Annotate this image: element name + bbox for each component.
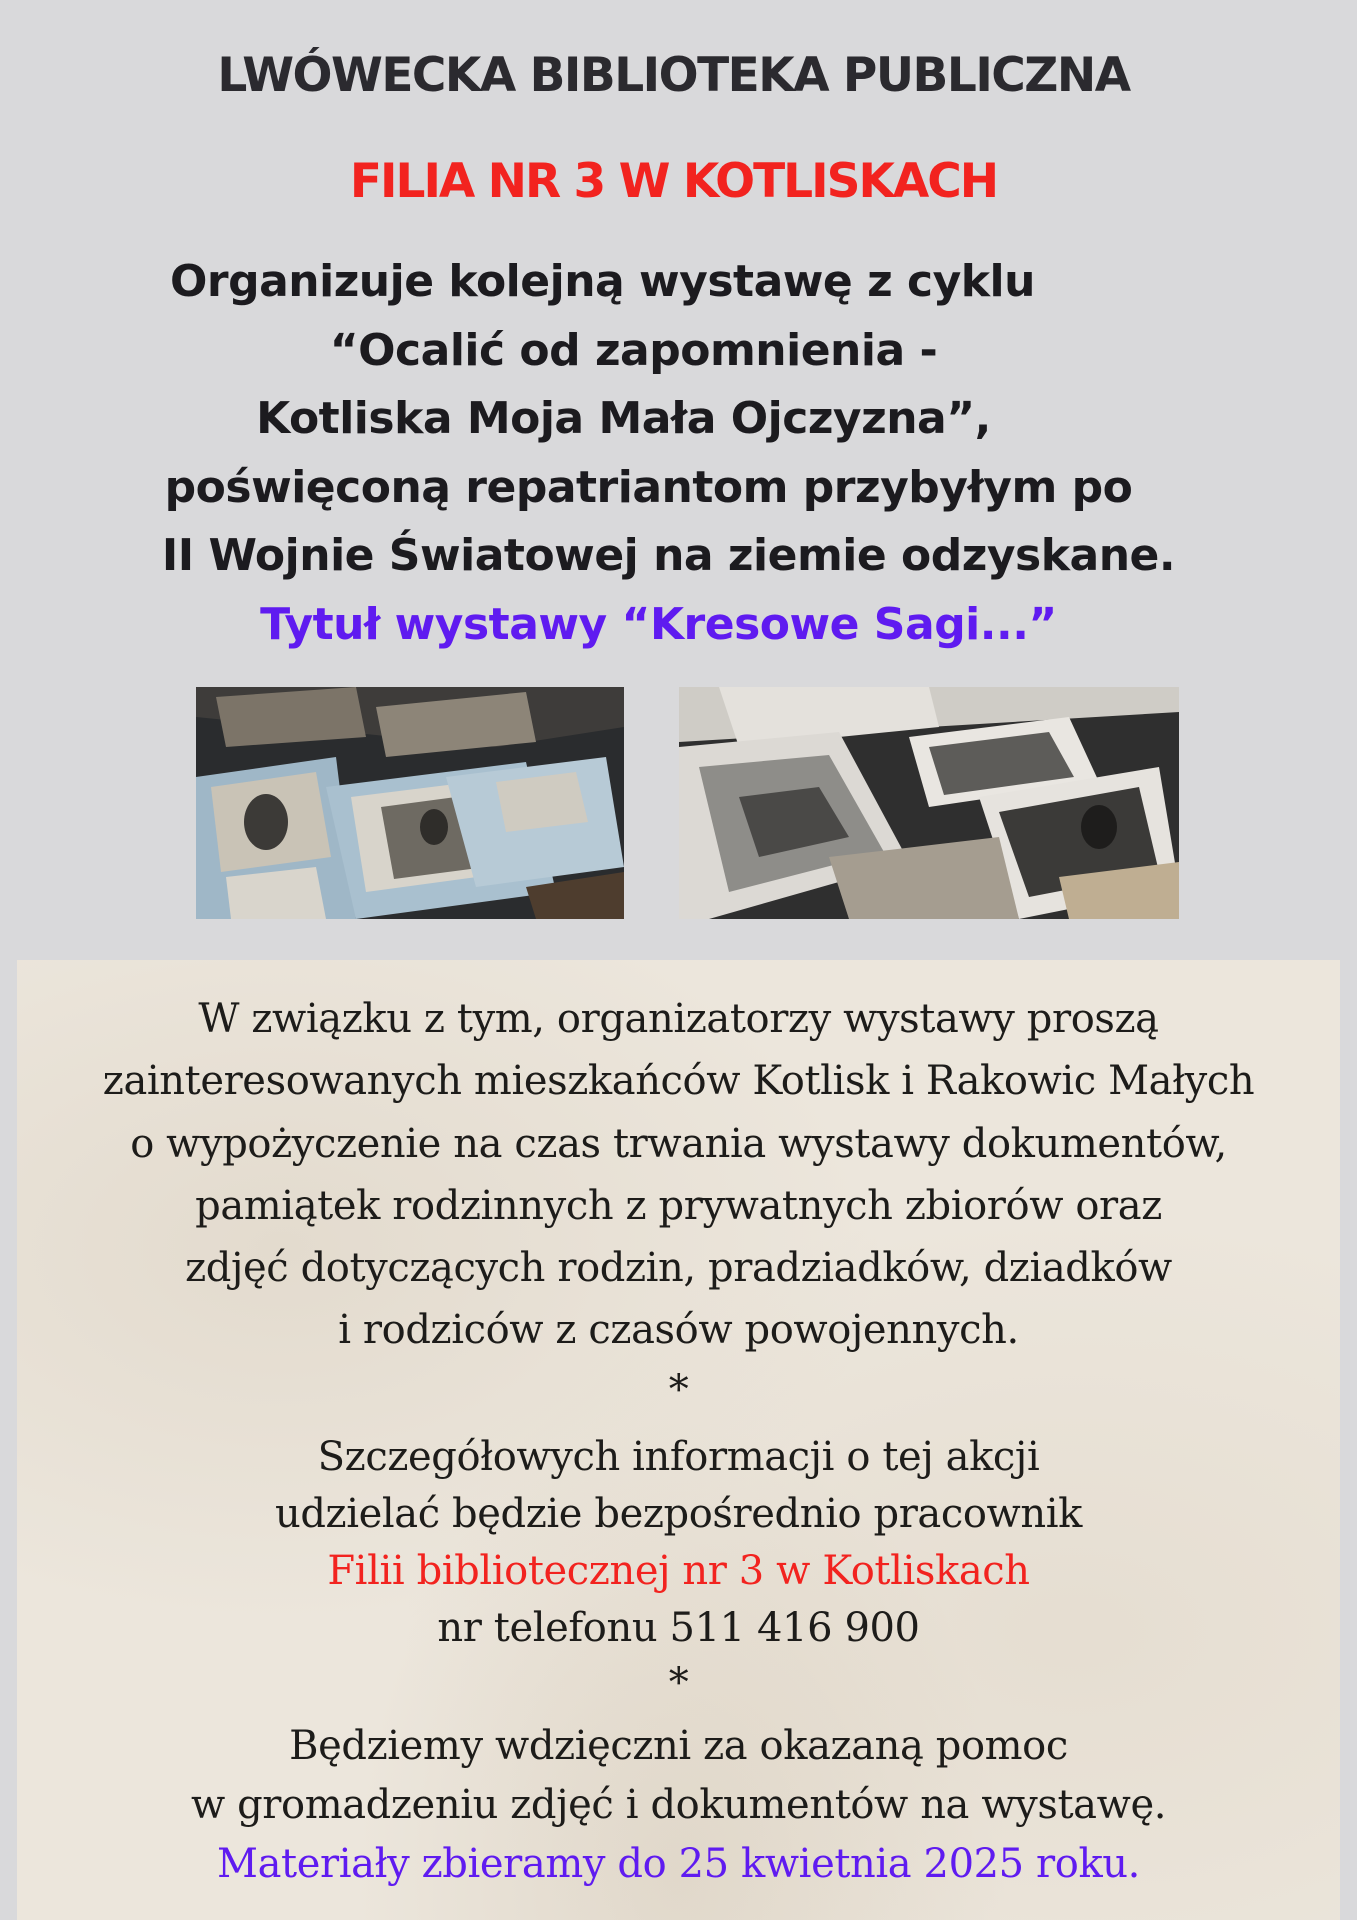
- information-panel: [17, 960, 1340, 1920]
- library-name: LWÓWECKA BIBLIOTEKA PUBLICZNA: [217, 48, 1130, 103]
- body-line: pamiątek rodzinnych z prywatnych zbiorów oraz: [195, 1183, 1162, 1229]
- separator-asterisk: *: [668, 1367, 689, 1413]
- intro-line: poświęconą repatriantom przybyłym po: [164, 461, 1133, 513]
- old-photo-album-image: [196, 687, 624, 919]
- scattered-old-photos-image: [679, 687, 1179, 919]
- intro-line: Organizuje kolejną wystawę z cyklu: [170, 256, 1035, 307]
- body-line: udzielać będzie bezpośrednio pracownik: [274, 1491, 1082, 1537]
- body-line: w gromadzeniu zdjęć i dokumentów na wystawę.: [190, 1782, 1167, 1828]
- branch-name: FILIA NR 3 W KOTLISKACH: [349, 154, 998, 209]
- branch-contact-name: Filii bibliotecznej nr 3 w Kotliskach: [327, 1548, 1030, 1594]
- intro-line: II Wojnie Światowej na ziemie odzyskane.: [161, 530, 1176, 581]
- intro-line: “Ocalić od zapomnienia -: [329, 324, 938, 376]
- photo-album-illustration: [196, 687, 624, 919]
- body-line: zainteresowanych mieszkańców Kotlisk i Rakowic Małych: [102, 1058, 1255, 1104]
- intro-line: Kotliska Moja Mała Ojczyzna”,: [256, 393, 991, 444]
- body-line: Będziemy wdzięczni za okazaną pomoc: [289, 1723, 1068, 1769]
- body-line: o wypożyczenie na czas trwania wystawy dokumentów,: [130, 1121, 1227, 1167]
- body-line: i rodziców z czasów powojennych.: [338, 1307, 1019, 1353]
- body-line: zdjęć dotyczących rodzin, pradziadków, dziadków: [185, 1245, 1172, 1291]
- phone-number: nr telefonu 511 416 900: [437, 1605, 920, 1651]
- intro-text: [0, 248, 1347, 659]
- scattered-photos-illustration: [679, 687, 1179, 919]
- collection-deadline: Materiały zbieramy do 25 kwietnia 2025 roku.: [217, 1841, 1140, 1887]
- exhibition-title: Tytuł wystawy “Kresowe Sagi...”: [260, 598, 1057, 650]
- separator-asterisk: *: [668, 1660, 689, 1706]
- body-line: Szczegółowych informacji o tej akcji: [317, 1434, 1040, 1480]
- body-line: W związku z tym, organizatorzy wystawy proszą: [198, 996, 1159, 1042]
